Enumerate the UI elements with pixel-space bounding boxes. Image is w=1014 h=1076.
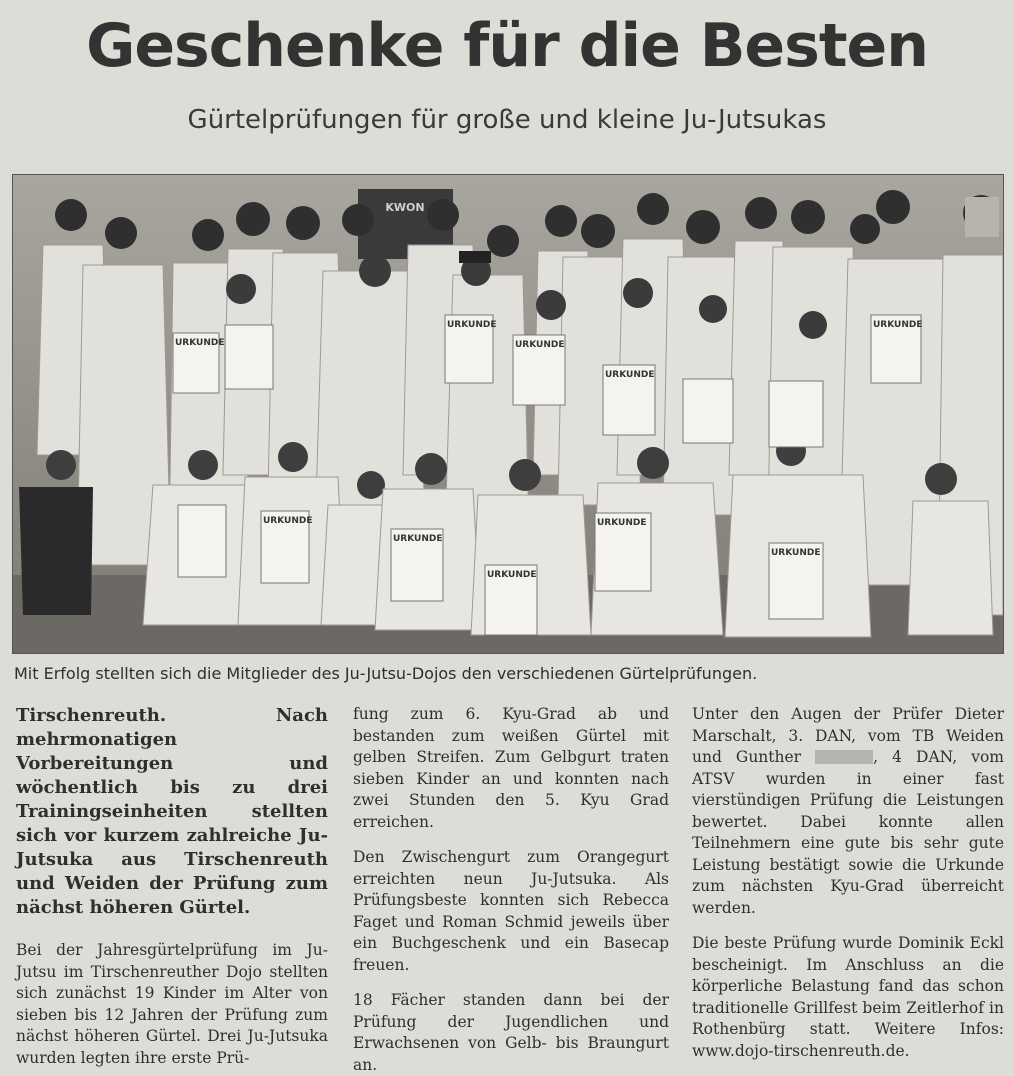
photo-caption: Mit Erfolg stellten sich die Mitglieder des Ju-Jutsu-Dojos den verschiedenen Gürtelprüfungen. — [14, 664, 758, 683]
certificate-label: URKUNDE — [873, 320, 923, 330]
column-1 — [16, 704, 328, 1069]
body-paragraph: 18 Fächer standen dann bei der Prüfung der Jugendlichen und Erwachsenen von Gelb- bis Braungurt an. — [353, 991, 669, 1074]
text-segment: Unter den Augen der Prüfer Dieter Marschalt, 3. DAN, vom TB Weiden und Gunther — [692, 705, 1004, 766]
article-subheadline: Gürtelprüfungen für große und kleine Ju-Jutsukas — [187, 105, 827, 135]
body-paragraph — [692, 704, 1004, 919]
text-segment: , 4 DAN, vom ATSV wurden in einer fast vierstündigen Prüfung die Leistungen bewertet. Dabei konnte allen Teilnehmern eine gute bis sehr gute Leistung bestätigt sowie die Urkunde zum nächsten Kyu-Grad überreicht werden. — [692, 748, 1004, 917]
body-paragraph: Die beste Prüfung wurde Dominik Eckl bescheinigt. Im Anschluss an die körperliche Belastung fand das schon traditionelle Grillfest beim Zeitlerhof in Rothenbürg statt. Weitere Infos: www.dojo-tirschenreuth.de. — [692, 934, 1004, 1060]
certificate-label: URKUNDE — [393, 534, 443, 544]
group-photo — [12, 174, 1004, 654]
body-paragraph: fung zum 6. Kyu-Grad ab und bestanden zum weißen Gürtel mit gelben Streifen. Zum Gelbgurt traten sieben Kinder an und konnten nach zwei Stunden den 5. Kyu Grad erreichen. — [353, 705, 669, 831]
body-paragraph: Bei der Jahresgürtelprüfung im Ju-Jutsu im Tirschenreuther Dojo stellten sich zunächst 19 Kinder im Alter von sieben bis 12 Jahren der Prüfung zum nächst höheren Gürtel. Drei Ju-Jutsuka wurden legten ihre erste Prü- — [16, 941, 328, 1067]
certificate-label: URKUNDE — [515, 340, 565, 350]
pixelated-face — [965, 197, 999, 237]
banner-text: KWON — [385, 201, 425, 214]
certificate-label: URKUNDE — [605, 370, 655, 380]
certificate-label: URKUNDE — [597, 518, 647, 528]
certificate-label: URKUNDE — [447, 320, 497, 330]
column-3 — [692, 704, 1004, 1062]
column-2 — [353, 704, 669, 1076]
certificate-label: URKUNDE — [487, 570, 537, 580]
certificate-label: URKUNDE — [263, 516, 313, 526]
certificate-label: URKUNDE — [771, 548, 821, 558]
redacted-name — [815, 750, 873, 764]
lead-paragraph: Tirschenreuth. Nach mehrmonatigen Vorbereitungen und wöchentlich bis zu drei Trainingseinheiten stellten sich vor kurzem zahlreiche Ju-Jutsuka aus Tirschenreuth und Weiden der Prüfung zum nächst höheren Gürtel. — [16, 705, 328, 918]
article-headline: Geschenke für die Besten — [86, 11, 928, 81]
cap — [459, 251, 491, 263]
certificate-label: URKUNDE — [175, 338, 225, 348]
body-paragraph: Den Zwischengurt zum Orangegurt erreichten neun Ju-Jutsuka. Als Prüfungsbeste konnten sich Rebecca Faget und Roman Schmid jeweils über ein Buchgeschenk und ein Basecap freuen. — [353, 848, 669, 974]
